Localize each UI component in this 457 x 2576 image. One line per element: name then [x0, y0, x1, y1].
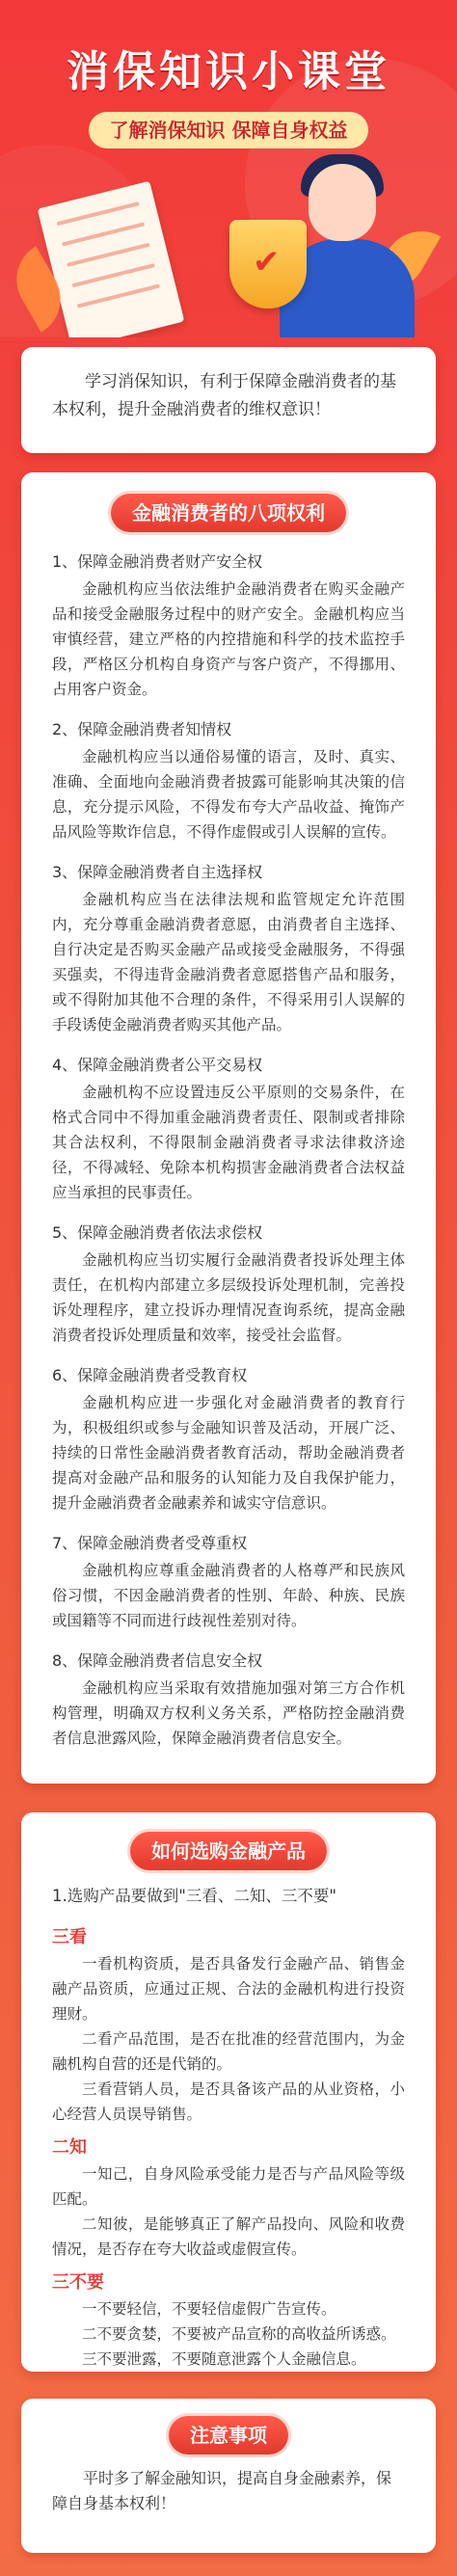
- notice-card: [21, 2399, 436, 2553]
- right-item: [52, 1363, 405, 1516]
- right-item-title: 4、保障金融消费者公平交易权: [52, 1056, 263, 1074]
- howto-heading: 二知: [52, 2137, 87, 2158]
- rights-card: [21, 472, 436, 1784]
- section-title-howto: 如何选购金融产品: [130, 1832, 327, 1870]
- right-item: [52, 1531, 405, 1633]
- howto-para: 一不要轻信，不要轻信虚假广告宣传。: [82, 2300, 336, 2318]
- hero-banner: [0, 0, 457, 337]
- right-item-title: 5、保障金融消费者依法求偿权: [52, 1223, 263, 1242]
- notice-text: 平时多了解金融知识，提高自身金融素养，保障自身基本权利！: [52, 2469, 392, 2512]
- right-item-body: 金融机构应当切实履行金融消费者投诉处理主体责任，在机构内部建立多层级投诉处理机制，完善投诉处理程序，建立投诉办理情况查询系统，提高金融消费者投诉处理质量和效率，接受社会监督。: [52, 1251, 405, 1344]
- right-item-body: 金融机构应当以通俗易懂的语言，及时、真实、准确、全面地向金融消费者披露可能影响其决策的信息，充分提示风险，不得发布夸大产品收益、掩饰产品风险等欺诈信息，不得作虚假或引人误解的宣传。: [52, 748, 405, 841]
- right-item-body: 金融机构应当采取有效措施加强对第三方合作机构管理，明确双方权利义务关系，严格防控金融消费者信息泄露风险，保障金融消费者信息安全。: [52, 1679, 405, 1747]
- howto-para: 三看营销人员，是否具备该产品的从业资格，小心经营人员误导销售。: [52, 2080, 405, 2123]
- right-item: [52, 550, 405, 702]
- section-title-notice: 注意事项: [169, 2416, 288, 2455]
- section-title-rights: 金融消费者的八项权利: [111, 494, 346, 532]
- right-item: [52, 1649, 405, 1751]
- right-item-title: 8、保障金融消费者信息安全权: [52, 1651, 263, 1670]
- howto-para: 二知彼，是能够真正了解产品投向、风险和收费情况，是否存在夸大收益或虚假宣传。: [52, 2215, 405, 2258]
- howto-heading: 三不要: [52, 2272, 104, 2293]
- intro-text: 学习消保知识，有利于保障金融消费者的基本权利，提升金融消费者的维权意识！: [52, 372, 396, 419]
- right-item-body: 金融机构应尊重金融消费者的人格尊严和民族风俗习惯，不因金融消费者的性别、年龄、种族、民族或国籍等不同而进行歧视性差别对待。: [52, 1562, 405, 1629]
- intro-card: [21, 347, 436, 453]
- right-item-body: 金融机构应进一步强化对金融消费者的教育行为，积极组织或参与金融知识普及活动，开展广泛、持续的日常性金融消费者教育活动，帮助金融消费者提高对金融产品和服务的认知能力及自我保护能力，提升金融消费者金融素养和诚实守信意识。: [52, 1394, 405, 1512]
- howto-para: 一看机构资质，是否具备发行金融产品、销售金融产品资质，应通过正规、合法的金融机构进行投资理财。: [52, 1955, 405, 2023]
- right-item: [52, 1221, 405, 1348]
- right-item: [52, 1053, 405, 1205]
- howto-para: 三不要泄露，不要随意泄露个人金融信息。: [82, 2350, 366, 2368]
- howto-para: 一知己，自身风险承受能力是否与产品风险等级匹配。: [52, 2165, 405, 2208]
- shield-icon: [229, 220, 307, 309]
- page-subtitle: 了解消保知识 保障自身权益: [89, 112, 368, 148]
- howto-card: [21, 1812, 436, 2372]
- right-item-body: 金融机构应当依法维护金融消费者在购买金融产品和接受金融服务过程中的财产安全。金融机构应当审慎经营，建立严格的内控措施和科学的技术监控手段，严格区分机构自身资产与客户资产，不得挪用、占用客户资金。: [52, 580, 405, 698]
- right-item-title: 2、保障金融消费者知情权: [52, 720, 232, 738]
- right-item: [52, 717, 405, 845]
- howto-heading: 三看: [52, 1927, 87, 1947]
- right-item-body: 金融机构应当在法律法规和监管规定允许范围内，充分尊重金融消费者意愿，由消费者自主选择、自行决定是否购买金融产品或接受金融服务，不得强买强卖，不得违背金融消费者意愿搭售产品和服务，或不得附加其他不合理的条件，不得采用引人误解的手段诱使金融消费者购买其他产品。: [52, 891, 405, 1033]
- howto-para: 二看产品范围，是否在批准的经营范围内，为金融机构自营的还是代销的。: [52, 2030, 405, 2073]
- howto-para: 二不要贪婪，不要被产品宣称的高收益所诱惑。: [82, 2325, 396, 2343]
- right-item-title: 3、保障金融消费者自主选择权: [52, 863, 263, 881]
- right-item-title: 6、保障金融消费者受教育权: [52, 1366, 248, 1384]
- howto-lead: 1.选购产品要做到"三看、二知、三不要": [52, 1887, 336, 1905]
- page-title: 消保知识小课堂: [67, 47, 390, 96]
- right-item-title: 7、保障金融消费者受尊重权: [52, 1534, 248, 1552]
- right-item-title: 1、保障金融消费者财产安全权: [52, 552, 263, 571]
- right-item: [52, 860, 405, 1037]
- person-head: [309, 164, 376, 241]
- right-item-body: 金融机构不应设置违反公平原则的交易条件，在格式合同中不得加重金融消费者责任、限制或者排除其合法权利，不得限制金融消费者寻求法律救济途径，不得减轻、免除本机构损害金融消费者合法权益应当承担的民事责任。: [52, 1084, 405, 1201]
